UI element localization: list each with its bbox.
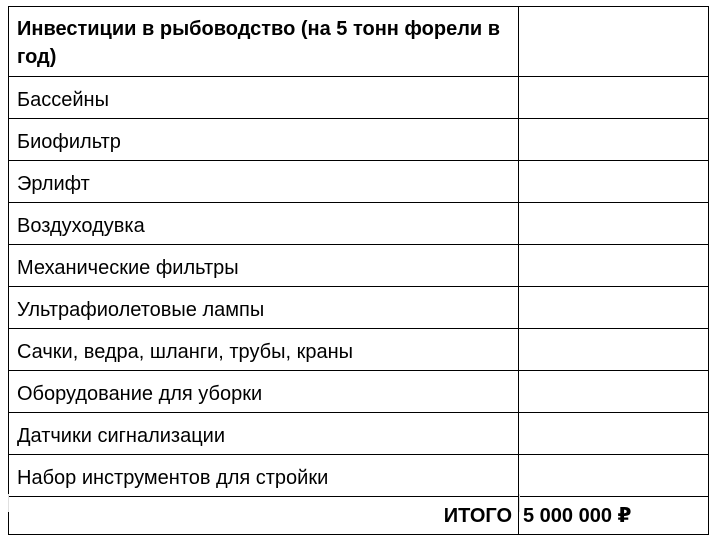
table-row xyxy=(9,245,709,287)
item-value-cell[interactable] xyxy=(519,77,709,119)
item-value-cell[interactable] xyxy=(519,203,709,245)
header-row xyxy=(9,7,709,77)
item-label-cell[interactable]: Воздуходувка xyxy=(9,203,519,245)
item-value-cell[interactable] xyxy=(519,119,709,161)
item-value-cell[interactable] xyxy=(519,329,709,371)
grid-divider xyxy=(519,494,520,512)
item-label-cell[interactable]: Биофильтр xyxy=(9,119,519,161)
table-row xyxy=(9,413,709,455)
table-row xyxy=(9,203,709,245)
item-value-cell[interactable] xyxy=(519,245,709,287)
item-label-cell[interactable]: Бассейны xyxy=(9,77,519,119)
item-label-cell[interactable]: Набор инструментов для стройки xyxy=(9,455,519,497)
table-row xyxy=(9,161,709,203)
header-cell[interactable]: Инвестиции в рыбоводство (на 5 тонн форели в год) xyxy=(9,7,519,77)
item-value-cell[interactable] xyxy=(519,413,709,455)
total-value-cell[interactable]: 5 000 000 ₽ xyxy=(519,497,709,535)
header-value-cell[interactable] xyxy=(519,7,709,77)
table-row xyxy=(9,287,709,329)
item-value-cell[interactable] xyxy=(519,161,709,203)
table-row xyxy=(9,77,709,119)
table-row xyxy=(9,455,709,497)
item-label-cell[interactable]: Оборудование для уборки xyxy=(9,371,519,413)
empty-grid-area xyxy=(8,494,711,512)
item-label-cell[interactable]: Датчики сигнализации xyxy=(9,413,519,455)
investment-table xyxy=(8,6,709,535)
table-row xyxy=(9,371,709,413)
table-row xyxy=(9,119,709,161)
item-label-cell[interactable]: Ультрафиолетовые лампы xyxy=(9,287,519,329)
total-label-cell[interactable]: ИТОГО xyxy=(9,497,519,535)
item-value-cell[interactable] xyxy=(519,455,709,497)
item-label-cell[interactable]: Сачки, ведра, шланги, трубы, краны xyxy=(9,329,519,371)
item-value-cell[interactable] xyxy=(519,287,709,329)
item-value-cell[interactable] xyxy=(519,371,709,413)
table-row xyxy=(9,329,709,371)
item-label-cell[interactable]: Эрлифт xyxy=(9,161,519,203)
item-label-cell[interactable]: Механические фильтры xyxy=(9,245,519,287)
